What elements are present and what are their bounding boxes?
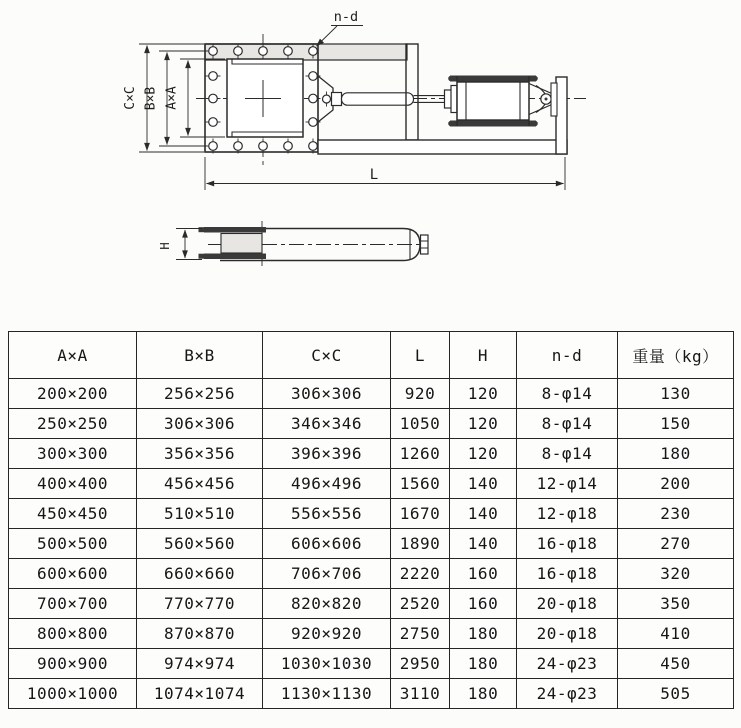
side-bolt-bottom <box>199 254 205 259</box>
table-cell: 396×396 <box>263 439 391 469</box>
tie-rod-bottom <box>450 121 536 127</box>
table-cell: 920 <box>391 379 450 409</box>
header-h: H <box>450 332 517 379</box>
bell-hub-dot <box>545 98 548 101</box>
height-dimension <box>157 229 202 260</box>
table-cell: 606×606 <box>263 529 391 559</box>
dim-label-bxb: B×B <box>143 86 159 111</box>
stem-rod <box>342 93 414 105</box>
dim-label-h: H <box>157 242 172 250</box>
table-cell: 496×496 <box>263 469 391 499</box>
table-cell: 2750 <box>391 619 450 649</box>
table-cell: 2950 <box>391 649 450 679</box>
table-cell: 560×560 <box>137 529 263 559</box>
stem-nut <box>323 95 331 103</box>
table-cell: 500×500 <box>9 529 137 559</box>
frame-bottom-rail <box>318 140 567 154</box>
table-row <box>9 679 734 709</box>
bell-flange-plate <box>551 83 557 116</box>
rod-adapter-large <box>451 86 457 113</box>
cylinder-actuator <box>445 76 538 127</box>
table-cell: 510×510 <box>137 499 263 529</box>
table-cell: 8-φ14 <box>517 379 618 409</box>
table-cell: 150 <box>618 409 734 439</box>
table-cell: 180 <box>450 649 517 679</box>
nd-callout <box>317 9 364 46</box>
table-cell: 2520 <box>391 589 450 619</box>
side-flange-top <box>204 227 266 233</box>
technical-drawing <box>0 0 741 322</box>
table-cell: 200 <box>618 469 734 499</box>
table-cell: 180 <box>618 439 734 469</box>
table-cell: 120 <box>450 439 517 469</box>
tie-rod-nut <box>532 76 538 82</box>
table-cell: 120 <box>450 379 517 409</box>
table-cell: 456×456 <box>137 469 263 499</box>
table-cell: 1890 <box>391 529 450 559</box>
table-cell: 346×346 <box>263 409 391 439</box>
table-cell: 1050 <box>391 409 450 439</box>
tie-rod-nut <box>532 121 538 127</box>
side-end-cap <box>421 235 429 254</box>
table-cell: 1030×1030 <box>263 649 391 679</box>
table-cell: 450×450 <box>9 499 137 529</box>
table-cell: 140 <box>450 469 517 499</box>
table-cell: 450 <box>618 649 734 679</box>
dim-label-l: L <box>369 167 379 183</box>
table-cell: 800×800 <box>9 619 137 649</box>
table-body <box>9 379 734 709</box>
table-cell: 1560 <box>391 469 450 499</box>
table-row <box>9 619 734 649</box>
table-cell: 974×974 <box>137 649 263 679</box>
header-l: L <box>391 332 450 379</box>
table-cell: 120 <box>450 409 517 439</box>
table-cell: 8-φ14 <box>517 439 618 469</box>
table-cell: 320 <box>618 559 734 589</box>
table-cell: 140 <box>450 529 517 559</box>
table-cell: 16-φ18 <box>517 559 618 589</box>
table-cell: 306×306 <box>263 379 391 409</box>
table-cell: 24-φ23 <box>517 649 618 679</box>
table-cell: 12-φ18 <box>517 499 618 529</box>
header-bxb: B×B <box>137 332 263 379</box>
table-cell: 250×250 <box>9 409 137 439</box>
table-cell: 8-φ14 <box>517 409 618 439</box>
dim-label-cxc: C×C <box>123 86 138 110</box>
spec-table <box>8 331 734 709</box>
table-cell: 400×400 <box>9 469 137 499</box>
table-cell: 300×300 <box>9 439 137 469</box>
table-cell: 24-φ23 <box>517 679 618 709</box>
table-cell: 505 <box>618 679 734 709</box>
table-cell: 870×870 <box>137 619 263 649</box>
tie-rod-top <box>450 76 536 82</box>
table-cell: 180 <box>450 619 517 649</box>
table-cell: 160 <box>450 589 517 619</box>
nd-leader <box>317 26 338 46</box>
table-cell: 2220 <box>391 559 450 589</box>
table-row <box>9 439 734 469</box>
table-cell: 770×770 <box>137 589 263 619</box>
header-cxc: C×C <box>263 332 391 379</box>
table-cell: 200×200 <box>9 379 137 409</box>
table-cell: 20-φ18 <box>517 619 618 649</box>
table-row <box>9 649 734 679</box>
table-cell: 1130×1130 <box>263 679 391 709</box>
table-cell: 820×820 <box>263 589 391 619</box>
nd-label: n-d <box>333 9 359 25</box>
stem-clevis <box>332 93 342 106</box>
tie-rod-nut <box>448 121 454 127</box>
table-cell: 350 <box>618 589 734 619</box>
side-bolt-top <box>199 227 205 232</box>
tie-rod-nut <box>448 76 454 82</box>
table-row <box>9 469 734 499</box>
bell-coupling <box>529 83 557 116</box>
table-cell: 20-φ18 <box>517 589 618 619</box>
header-axa: A×A <box>9 332 137 379</box>
side-gate-plate <box>221 234 262 254</box>
table-cell: 706×706 <box>263 559 391 589</box>
table-cell: 1074×1074 <box>137 679 263 709</box>
table-cell: 16-φ18 <box>517 529 618 559</box>
table-cell: 12-φ14 <box>517 469 618 499</box>
table-cell: 920×920 <box>263 619 391 649</box>
front-view <box>123 9 586 190</box>
table-cell: 356×356 <box>137 439 263 469</box>
table-cell: 180 <box>450 679 517 709</box>
dim-label-axa: A×A <box>164 86 180 110</box>
header-nd: n-d <box>517 332 618 379</box>
table-row <box>9 559 734 589</box>
table-row <box>9 379 734 409</box>
table-cell: 1260 <box>391 439 450 469</box>
table-cell: 306×306 <box>137 409 263 439</box>
side-flange-bottom <box>204 254 266 260</box>
table-row <box>9 589 734 619</box>
header-weight: 重量（kg） <box>618 332 734 379</box>
table-header-row <box>9 332 734 379</box>
side-view <box>157 221 428 266</box>
table-cell: 1670 <box>391 499 450 529</box>
length-dimension <box>205 157 565 190</box>
table-row <box>9 409 734 439</box>
cylinder-body <box>457 82 529 120</box>
table-cell: 1000×1000 <box>9 679 137 709</box>
table-cell: 410 <box>618 619 734 649</box>
table-cell: 600×600 <box>9 559 137 589</box>
table-cell: 256×256 <box>137 379 263 409</box>
table-cell: 660×660 <box>137 559 263 589</box>
frame-post <box>406 44 418 140</box>
table-row <box>9 529 734 559</box>
table-cell: 900×900 <box>9 649 137 679</box>
table-row <box>9 499 734 529</box>
table-cell: 270 <box>618 529 734 559</box>
table-cell: 556×556 <box>263 499 391 529</box>
table-cell: 3110 <box>391 679 450 709</box>
table-cell: 230 <box>618 499 734 529</box>
table-cell: 130 <box>618 379 734 409</box>
table-cell: 700×700 <box>9 589 137 619</box>
table-cell: 140 <box>450 499 517 529</box>
table-cell: 160 <box>450 559 517 589</box>
frame-right-wall <box>556 77 567 154</box>
